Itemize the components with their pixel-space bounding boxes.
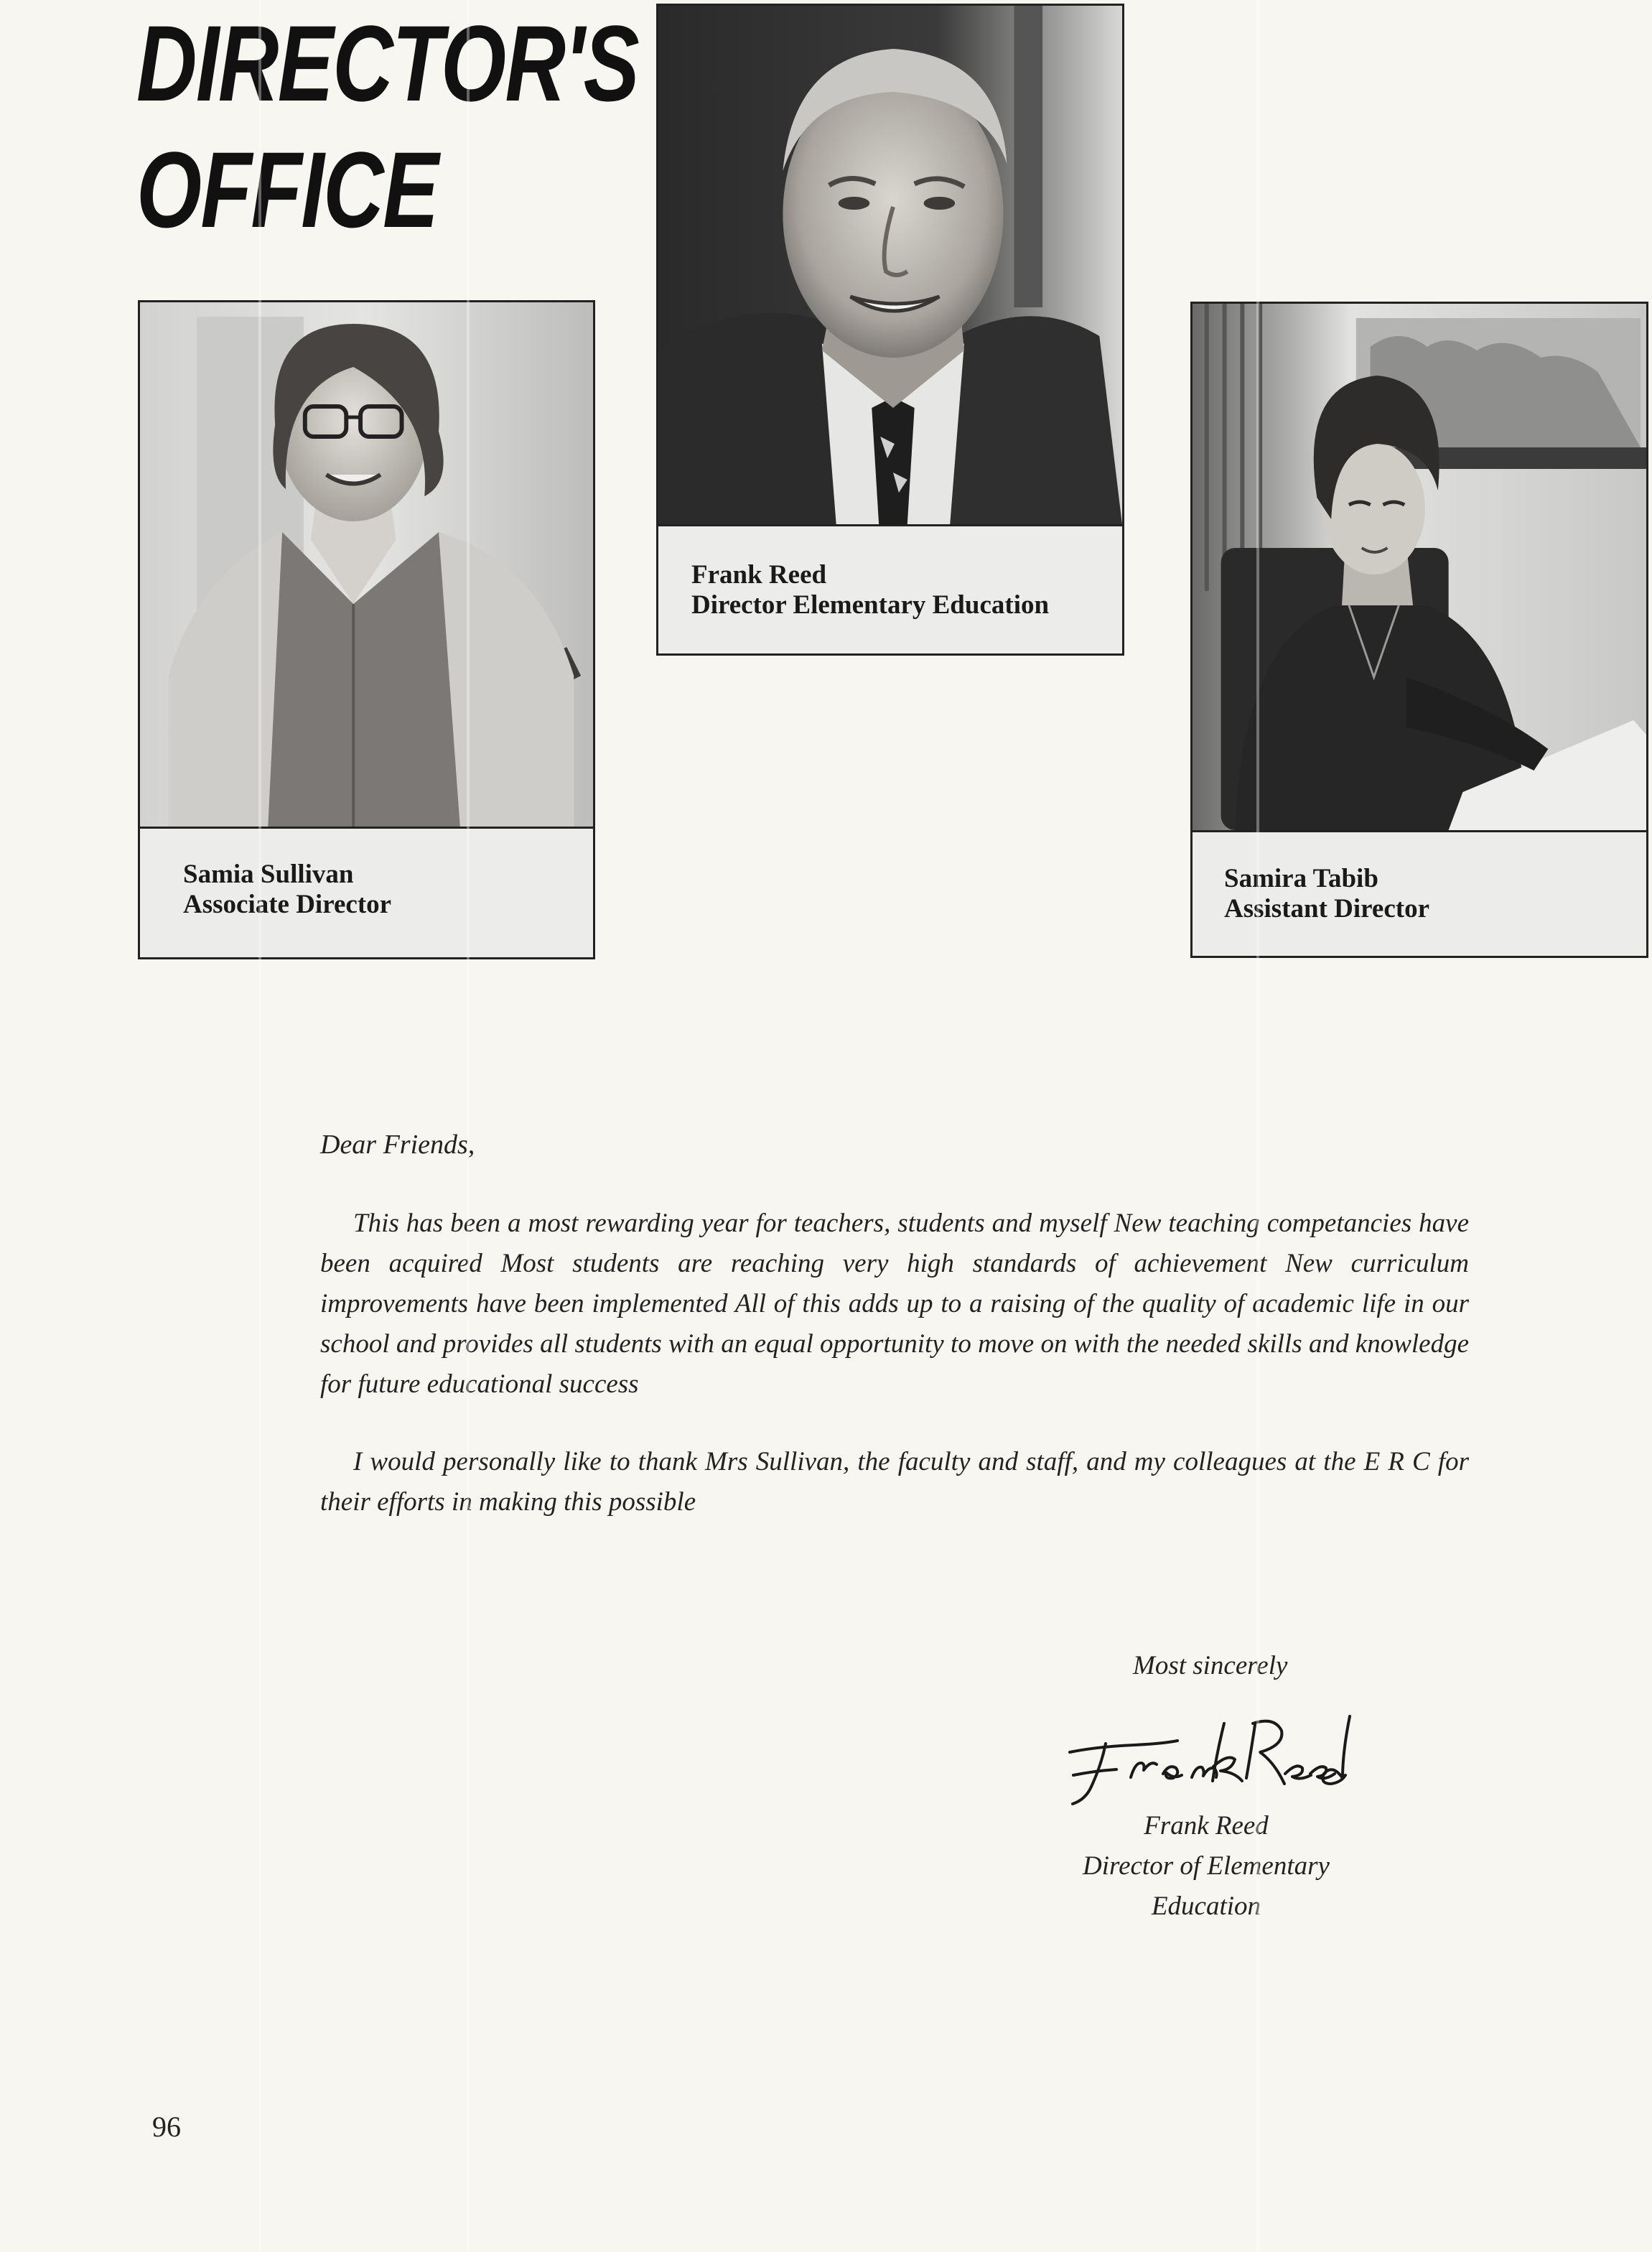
- signer-title-line-1: Director of Elementary: [1083, 1851, 1330, 1881]
- caption-samira-tabib: [1224, 864, 1639, 924]
- caption-frank-reed: [691, 560, 1115, 620]
- title-line-1: DIRECTOR'S: [136, 3, 639, 124]
- caption-name: Samia Sullivan: [183, 860, 354, 889]
- caption-samia-sullivan: [183, 860, 586, 920]
- signer-title-line-2: Education: [1151, 1892, 1261, 1921]
- page-number: 96: [152, 2111, 181, 2143]
- handwritten-signature: [1063, 1709, 1364, 1810]
- signer-block: [1055, 1806, 1357, 1927]
- page-title: [136, 0, 639, 253]
- photo-frank-reed: [658, 6, 1122, 526]
- photo-samira-tabib: [1193, 304, 1646, 832]
- caption-role: Assistant Director: [1224, 894, 1430, 923]
- caption-role: Director Elementary Education: [691, 590, 1050, 620]
- title-line-2: OFFICE: [136, 129, 438, 250]
- letter-salutation: Dear Friends,: [320, 1130, 475, 1160]
- photo-panel-samia-sullivan: [138, 300, 595, 959]
- caption-name: Frank Reed: [691, 560, 827, 590]
- letter-paragraph-1: This has been a most rewarding year for teachers, students and myself New teaching competancies have been acquired Most students are reaching very high standards of achievement New curriculum improvements have been implemented All of this adds up to a raising of the quality of academic life in our school and provides all students with an equal opportunity to move on with the needed skills and knowledge for future educational success: [320, 1209, 1469, 1399]
- scan-streak: [258, 0, 261, 2252]
- photo-samia-sullivan: [140, 302, 593, 829]
- signer-name: Frank Reed: [1144, 1811, 1269, 1841]
- scan-streak: [467, 0, 470, 2252]
- letter-closing: Most sincerely: [1133, 1651, 1288, 1680]
- caption-name: Samira Tabib: [1224, 864, 1378, 893]
- photo-panel-frank-reed: [656, 4, 1124, 656]
- letter-paragraph-2: I would personally like to thank Mrs Sullivan, the faculty and staff, and my colleagues at the E R C for their efforts in making this possible: [320, 1447, 1469, 1517]
- caption-role: Associate Director: [183, 890, 392, 919]
- scan-streak: [1256, 0, 1259, 2252]
